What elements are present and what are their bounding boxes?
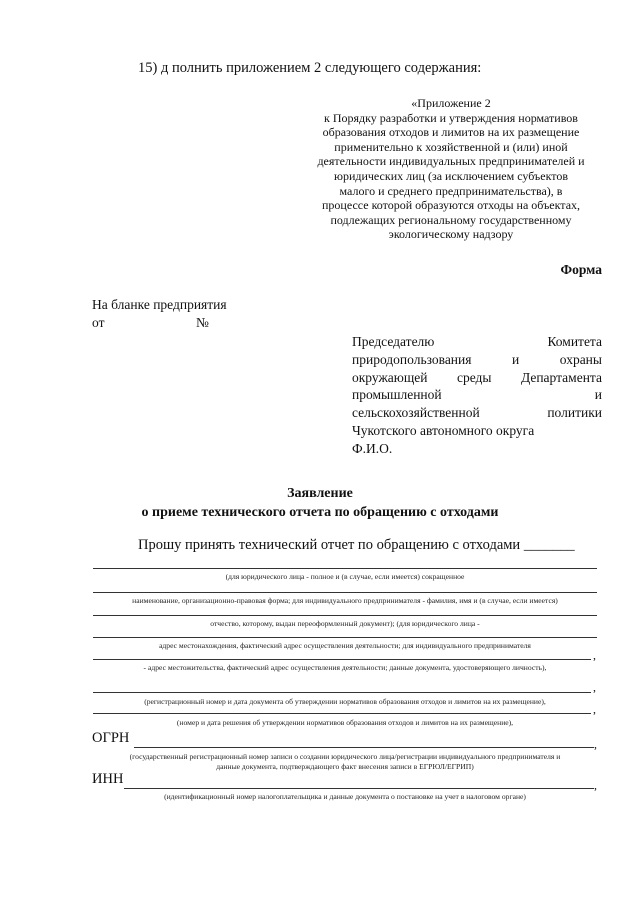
appendix-line: экологическому надзору (388, 227, 514, 242)
field-hint: (государственный регистрационный номер записи о создании юридического лица/регистрации индивидуального предпринимателя и (129, 752, 561, 761)
field-hint: адрес местонахождения, фактический адрес осуществления деятельности; для индивидуального предпринимателя (159, 641, 531, 650)
addressee-word: Комитета (547, 334, 602, 349)
norms-decision-field[interactable] (93, 713, 591, 714)
field-hint: (номер и дата решения об утверждении нормативов образования отходов и лимитов на их размещение), (176, 718, 514, 727)
field-comma: , (593, 702, 596, 716)
field-comma: , (594, 778, 597, 792)
addressee-word: охраны (559, 351, 602, 367)
letterhead-block (92, 296, 227, 332)
appendix-line: юридических лиц (за исключением субъектов (333, 168, 569, 183)
addressee-word: сельскохозяйственной (352, 405, 480, 421)
appendix-line: деятельности индивидуальных предпринимателей и (317, 154, 585, 169)
applicant-residence-field[interactable] (93, 659, 591, 660)
field-comma: , (594, 737, 597, 751)
addressee-word: среды (456, 369, 492, 385)
field-hint: (для юридического лица - полное и (в случае, если имеется) сокращенное (225, 572, 465, 581)
addressee-fio: Ф.И.О. (352, 440, 393, 456)
field-hint: - адрес местожительства, фактический адрес осуществления деятельности; данные документа, удостоверяющего личность), (143, 663, 547, 672)
appendix-header (300, 96, 602, 242)
addressee-word: Председателю (352, 334, 435, 349)
appendix-line: образования отходов и лимитов на их размещение (322, 125, 580, 140)
amendment-intro: 15) д полнить приложением 2 следующего содержания: (138, 60, 482, 76)
field-hint: наименование, организационно-правовая форма; для индивидуального предпринимателя - фамилия, имя и (в случае, если имеется) (132, 596, 558, 605)
field-hint: данные документа, подтверждающего факт внесения записи в ЕГРЮЛ/ЕГРИП) (216, 762, 474, 771)
field-hint: отчество, которому, выдан переоформленный документ); (для юридического лица - (210, 619, 480, 628)
addressee-word: политики (547, 405, 602, 421)
addressee-word: и (512, 351, 520, 367)
applicant-name-field[interactable] (93, 568, 597, 569)
norms-document-field[interactable] (93, 692, 591, 693)
inn-field[interactable] (124, 788, 594, 789)
document-title: Заявление (287, 486, 353, 501)
form-label: Форма (560, 262, 602, 277)
addressee-block (352, 333, 602, 458)
date-from-label: от (92, 315, 105, 330)
appendix-line: «Приложение 2 (411, 96, 491, 110)
field-comma: , (593, 680, 596, 694)
addressee-word: и (594, 387, 602, 403)
addressee-word: Чукотского автономного округа (352, 422, 535, 438)
addressee-word: природопользования (352, 351, 472, 367)
applicant-form-field[interactable] (93, 592, 597, 593)
letterhead-label: На бланке предприятия (92, 297, 227, 312)
applicant-patronymic-field[interactable] (93, 615, 597, 616)
inn-label: ИНН (92, 771, 124, 787)
appendix-line: к Порядку разработки и утверждения нормативов (324, 110, 578, 125)
request-text: Прошу принять технический отчет по обращению с отходами _______ (138, 537, 575, 553)
number-label: № (196, 315, 209, 330)
addressee-word: промышленной (352, 387, 442, 403)
document-subtitle: о приеме технического отчета по обращению с отходами (141, 505, 499, 520)
ogrn-label: ОГРН (92, 730, 130, 746)
appendix-line: процессе которой образуются отходы на объектах, (321, 198, 581, 213)
field-comma: , (593, 648, 596, 662)
addressee-word: Департамента (520, 369, 602, 385)
appendix-line: подлежащих региональному государственному (330, 212, 572, 227)
appendix-line: применительно к хозяйственной и (или) иной (334, 139, 568, 154)
field-hint: (идентификационный номер налогоплательщика и данные документа о постановке на учет в налоговом органе) (164, 792, 526, 801)
ogrn-field[interactable] (134, 747, 594, 748)
appendix-line: малого и среднего предпринимательства), в (339, 183, 563, 198)
addressee-word: окружающей (352, 369, 428, 385)
field-hint: (регистрационный номер и дата документа об утверждении нормативов образования отходов и лимитов на их размещение), (144, 697, 546, 706)
applicant-address-field[interactable] (93, 637, 597, 638)
